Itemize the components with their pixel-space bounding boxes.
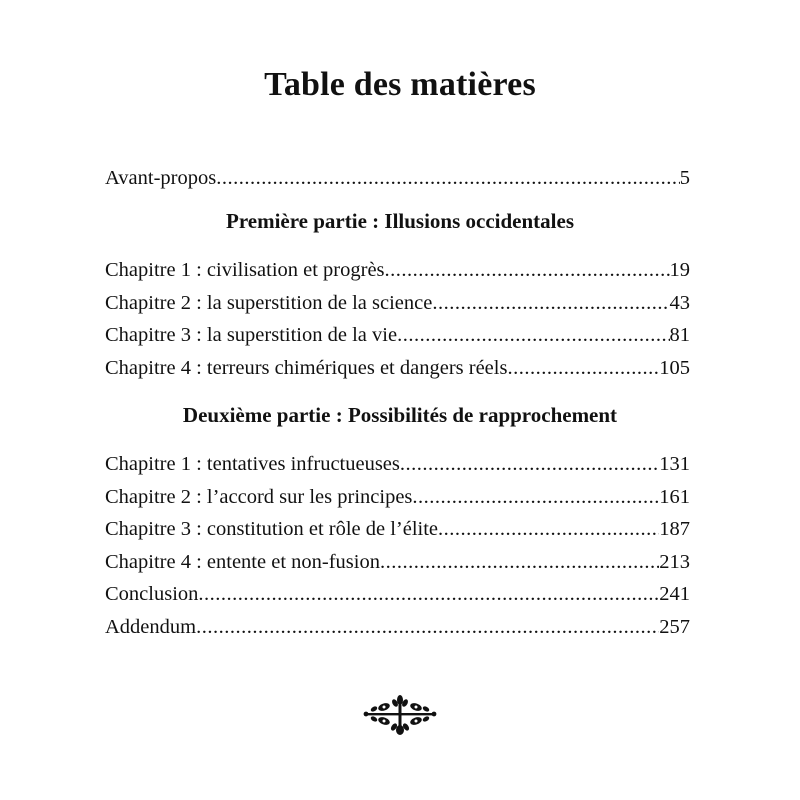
dot-leader bbox=[397, 319, 669, 352]
toc-entry-page: 213 bbox=[659, 550, 690, 573]
toc-entry-page: 257 bbox=[659, 615, 690, 638]
dot-leader bbox=[216, 162, 680, 195]
toc-entry-page: 241 bbox=[659, 583, 690, 605]
toc-entry-page: 43 bbox=[669, 291, 690, 314]
toc-entry[interactable] bbox=[105, 352, 690, 385]
part-heading: Deuxième partie : Possibilités de rapprochement bbox=[182, 403, 618, 427]
toc-entry-page: 187 bbox=[659, 518, 690, 540]
toc-entry[interactable] bbox=[105, 611, 690, 644]
toc-entry-title: Conclusion bbox=[105, 583, 199, 605]
toc-entry[interactable] bbox=[105, 319, 690, 352]
part-2-list bbox=[105, 448, 690, 643]
toc-entry[interactable] bbox=[105, 578, 690, 611]
toc-entry-page: 19 bbox=[669, 259, 690, 281]
front-matter-list bbox=[105, 162, 690, 195]
dot-leader bbox=[432, 287, 669, 320]
page-title: Table des matières bbox=[264, 66, 536, 103]
toc-entry[interactable] bbox=[105, 162, 690, 195]
toc-entry[interactable] bbox=[105, 254, 690, 287]
toc-entry[interactable] bbox=[105, 513, 690, 546]
toc-entry-page: 131 bbox=[659, 453, 690, 475]
dot-leader bbox=[196, 611, 659, 644]
toc-entry-title: Chapitre 3 : la superstition de la vie bbox=[105, 324, 398, 346]
toc-entry-page: 81 bbox=[669, 324, 690, 346]
toc-entry-title: Avant-propos bbox=[105, 167, 217, 189]
toc-entry-title: Addendum bbox=[105, 615, 197, 638]
toc-entry-title: Chapitre 4 : terreurs chimériques et dangers réels bbox=[105, 356, 508, 379]
toc-entry[interactable] bbox=[105, 546, 690, 579]
part-heading: Première partie : Illusions occidentales bbox=[226, 209, 574, 233]
toc-entry-title: Chapitre 2 : la superstition de la science bbox=[105, 291, 433, 314]
toc-entry-title: Chapitre 1 : civilisation et progrès bbox=[105, 259, 385, 281]
toc-entry[interactable] bbox=[105, 481, 690, 514]
toc-entry-page: 161 bbox=[659, 485, 690, 508]
part-1-list bbox=[105, 254, 690, 384]
toc-entry-title: Chapitre 3 : constitution et rôle de l’élite bbox=[105, 518, 439, 540]
dot-leader bbox=[438, 513, 659, 546]
dot-leader bbox=[507, 352, 659, 385]
dot-leader bbox=[385, 254, 670, 287]
toc-entry-title: Chapitre 1 : tentatives infructueuses bbox=[105, 453, 400, 475]
dot-leader bbox=[380, 546, 659, 579]
dot-leader bbox=[198, 578, 659, 611]
dot-leader bbox=[412, 481, 659, 514]
floral-ornament-icon bbox=[362, 692, 438, 736]
toc-entry[interactable] bbox=[105, 287, 690, 320]
dot-leader bbox=[400, 448, 659, 481]
toc-entry[interactable] bbox=[105, 448, 690, 481]
toc-entry-page: 5 bbox=[679, 167, 690, 189]
toc-entry-page: 105 bbox=[659, 356, 690, 379]
toc-entry-title: Chapitre 2 : l’accord sur les principes bbox=[105, 485, 413, 508]
toc-entry-title: Chapitre 4 : entente et non-fusion bbox=[105, 550, 380, 573]
